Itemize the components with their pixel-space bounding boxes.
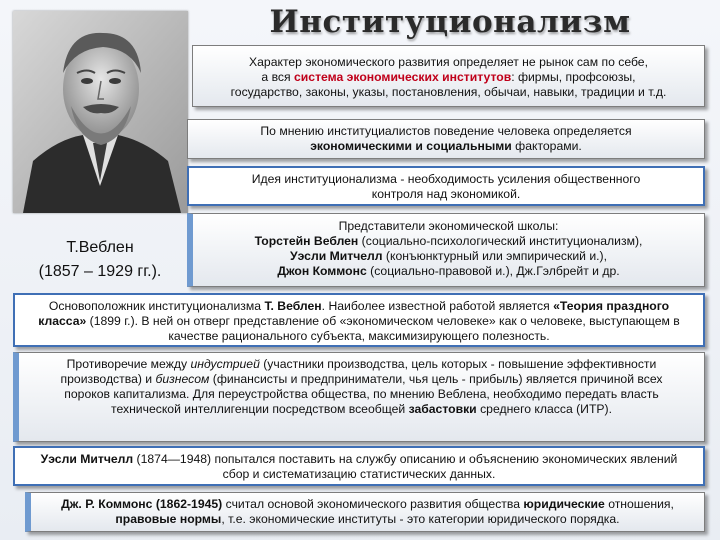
box1-text-cont: : фирмы, профсоюзы, xyxy=(511,70,636,84)
caption-years: (1857 – 1929 гг.). xyxy=(38,263,162,280)
box2-text: факторами. xyxy=(511,139,582,153)
box7-text: (1874—1948) попытался поставить на службу описанию и объяснению экономических явлений сбор и систематизацию статистических данных. xyxy=(133,452,678,481)
box6-text1: Противоречие между xyxy=(66,357,191,371)
box4-mitchell-desc: (конъюнктурный или эмпирический и.), xyxy=(382,249,607,263)
box2-bold: экономическими и социальными xyxy=(310,139,512,153)
behavior-factors-box xyxy=(187,119,705,159)
box5-text2: . Наиболее известной работой является xyxy=(321,299,554,313)
box7-mitchell: Уэсли Митчелл xyxy=(40,452,134,466)
box6-text3: (финансисты и предприниматели, чья цель - прибыль) является причиной всех пороков капитализма. Для переустройства общества, по мнению Веблена, необходимо передать власть технической интеллигенции посредством всеобщей xyxy=(64,372,663,416)
box8-text2: отношения, xyxy=(604,497,674,511)
box2-line2 xyxy=(188,139,704,154)
idea-box xyxy=(187,166,705,206)
box5-text1: Основоположник институционализма xyxy=(48,299,265,313)
box4-veblen: Торстейн Веблен xyxy=(254,234,359,248)
box4-veblen-desc: (социально-психологический институционализм), xyxy=(358,234,643,248)
box6-business: бизнесом xyxy=(155,372,210,386)
box2-line1: По мнению институциалистов поведение человека определяется xyxy=(260,124,632,138)
box4-mitchell: Уэсли Митчелл xyxy=(290,249,383,263)
box6-text2: (участники производства, цель которых - повышение эффективности производства) и xyxy=(60,357,657,386)
box3-line1: Идея институционализма - необходимость усиления общественного xyxy=(251,172,641,186)
box1-line1: Характер экономического развития определяет не рынок сам по себе, xyxy=(249,55,648,69)
box8-text1: считал основой экономического развития общества xyxy=(222,497,524,511)
institutions-definition-box xyxy=(192,45,705,107)
box4-commons-desc: (социально-правовой и.), Дж.Гэлбрейт и др. xyxy=(366,264,620,278)
box4-line4 xyxy=(193,264,704,279)
box1-line2 xyxy=(193,70,704,85)
box1-highlight: система экономических институтов xyxy=(294,70,512,84)
box8-commons: Дж. Р. Коммонс (1862-1945) xyxy=(61,497,223,511)
box4-line1: Представители экономической школы: xyxy=(338,219,559,233)
box3-line2: контроля над экономикой. xyxy=(371,187,521,201)
commons-box xyxy=(25,492,705,532)
box5-book-title: «Теория праздного класса» xyxy=(38,299,670,328)
veblen-portrait xyxy=(13,11,188,213)
box6-industry: индустрией xyxy=(190,357,260,371)
box1-text: а вся xyxy=(261,70,295,84)
box5-text3: (1899 г.). В ней он отверг представление об «экономическом человеке» как о человеке, выступающем в качестве рационального субъекта, максимизирующего полезность. xyxy=(86,314,680,343)
box4-line3 xyxy=(193,249,704,264)
box4-line2 xyxy=(193,234,704,249)
slide-title: Институционализм xyxy=(269,4,631,40)
box5-veblen: Т. Веблен xyxy=(264,299,322,313)
box6-text4: среднего класса (ИТР). xyxy=(476,402,612,416)
industry-business-box xyxy=(13,352,705,442)
box8-norms: правовые нормы xyxy=(115,512,222,526)
box8-legal: юридические xyxy=(523,497,605,511)
box6-strike: забастовки xyxy=(408,402,477,416)
mitchell-box xyxy=(13,446,705,486)
box4-commons: Джон Коммонс xyxy=(277,264,367,278)
box1-line3: государство, законы, указы, постановления, обычаи, навыки, традиции и т.д. xyxy=(230,85,667,99)
veblen-founder-box xyxy=(13,293,705,347)
box8-text3: , т.е. экономические институты - это категории юридического порядка. xyxy=(221,512,620,526)
caption-name: Т.Веблен xyxy=(66,239,134,256)
portrait-caption xyxy=(14,236,186,284)
representatives-box xyxy=(187,213,705,287)
